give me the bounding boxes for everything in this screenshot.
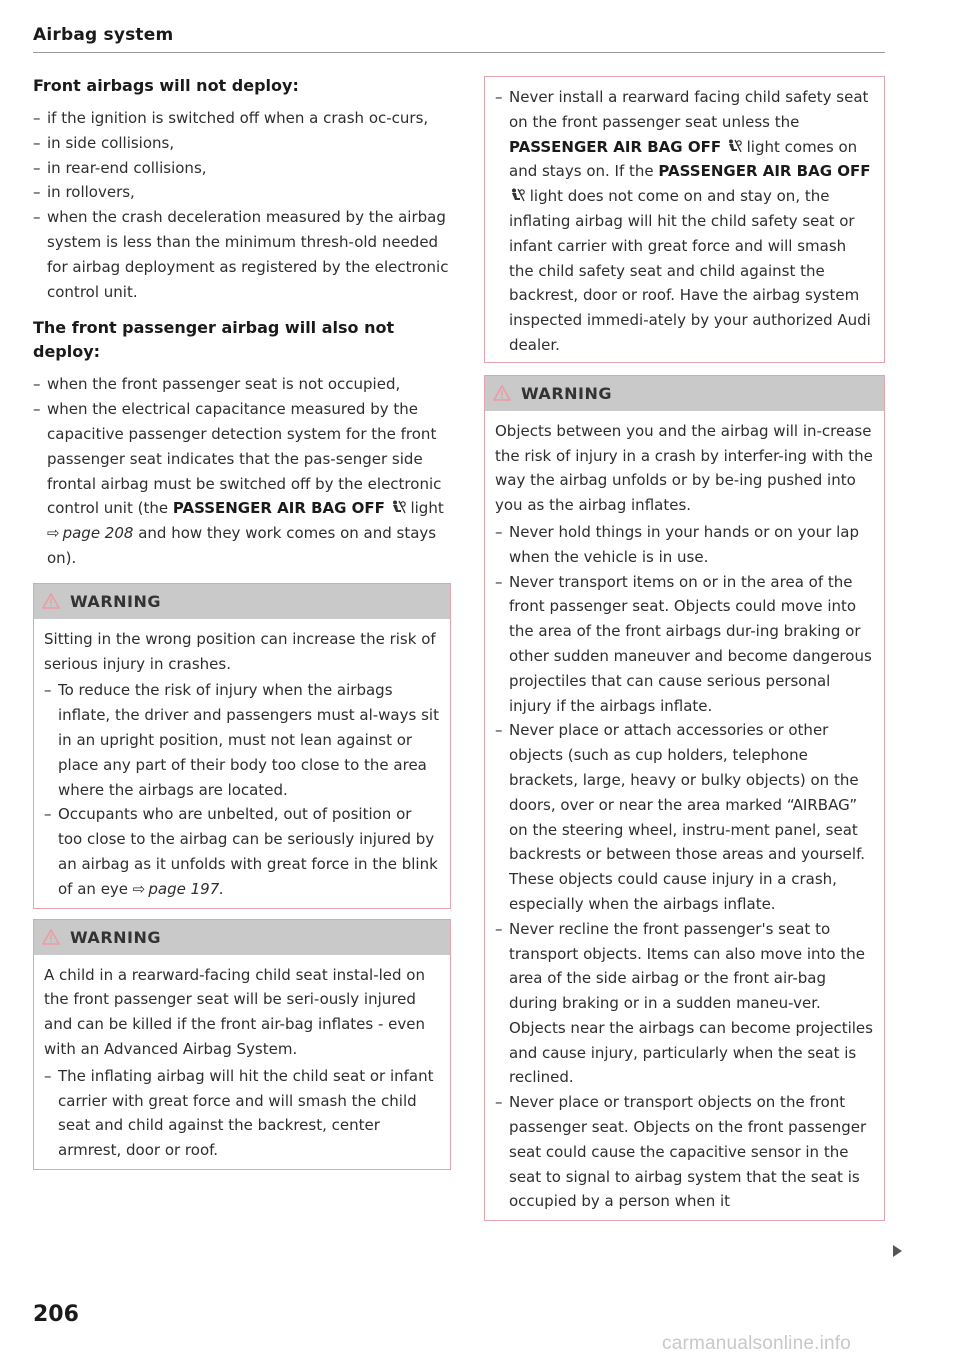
section-title: Airbag system (33, 25, 174, 45)
left-column (33, 74, 451, 1180)
list-item: – Never recline the front passenger's seat to transport objects. Items can also move into the area of the side airbag or the front air-bag during braking or in a sudden maneu-ver. Objects near the airbags can become projectiles and cause injury, particularly when the seat is reclined. (495, 917, 874, 1091)
header-divider (33, 52, 885, 53)
warning-box-child-seat (33, 919, 451, 1170)
list-item: – when the electrical capacitance measured by the capacitive passenger detection system for the front passenger seat indicates that the pas-senger side frontal airbag must be switched off by the electronic control unit (the PASSENGER AIR BAG OFF light ⇨ page 208 and how they work comes on and stays on). (33, 397, 451, 571)
list-item: – Never install a rearward facing child safety seat on the front passenger seat unless the PASSENGER AIR BAG OFF light comes on and stays on. If the PASSENGER AIR BAG OFF light does not come on and stay on, the inflating airbag will hit the child safety seat or infant carrier with great force and will smash the child safety seat and child against the backrest, door or roof. Have the airbag system inspected immedi-ately by your authorized Audi dealer. (495, 85, 874, 358)
list-item: – To reduce the risk of injury when the airbags inflate, the driver and passengers must al-ways sit in an upright position, must not lean against or place any part of their body too close to the area where the airbags are located. (44, 678, 440, 802)
warning-triangle-icon (493, 385, 511, 401)
list-item: – in rollovers, (33, 180, 451, 205)
warning-header (34, 920, 450, 955)
list-item: – Occupants who are unbelted, out of position or too close to the airbag can be seriously injured by an airbag as it unfolds with great force in the blink of an eye ⇨ page 197. (44, 802, 440, 901)
list-item: – The inflating airbag will hit the child seat or infant carrier with great force and will smash the child seat and child against the backrest, center armrest, door or roof. (44, 1064, 440, 1163)
warning-triangle-icon (42, 593, 60, 609)
warning-list (495, 520, 874, 1214)
list-item: – when the crash deceleration measured by the airbag system is less than the minimum thresh-old needed for airbag deployment as registered by the electronic control unit. (33, 205, 451, 304)
warning-intro: A child in a rearward-facing child seat instal-led on the front passenger seat will be seri-ously injured and can be killed if the front air-bag inflates - even with an Advanced Airbag System. (44, 965, 425, 1058)
watermark: carmanualsonline.info (662, 1333, 852, 1354)
list-item: – Never place or transport objects on the front passenger seat. Objects on the front passenger seat could cause the capacitive sensor in the seat to signal to airbag system that the seat is occupied by a person when it (495, 1090, 874, 1214)
warning-list (44, 678, 440, 901)
warning-label: WARNING (70, 591, 161, 611)
warning-label: WARNING (521, 383, 612, 403)
warning-intro: Sitting in the wrong position can increase the risk of serious injury in crashes. (44, 629, 436, 673)
warning-body (485, 411, 884, 1221)
passenger-airbag-off-icon (726, 138, 742, 156)
list-item: – in rear-end collisions, (33, 156, 451, 181)
list-item: – in side collisions, (33, 131, 451, 156)
list-front-airbags (33, 106, 451, 304)
warning-triangle-icon (42, 929, 60, 945)
passenger-airbag-off-icon (509, 187, 525, 205)
list-item: – Never hold things in your hands or on your lap when the vehicle is in use. (495, 520, 874, 570)
list-item: – when the front passenger seat is not occupied, (33, 372, 451, 397)
warning-header (34, 584, 450, 619)
continued-warning-box (484, 76, 885, 363)
page-ref-link[interactable]: ⇨ page 208 (47, 524, 134, 543)
warning-body (34, 955, 450, 1169)
right-column (484, 76, 885, 1231)
list-item: – if the ignition is switched off when a crash oc-curs, (33, 106, 451, 131)
warning-list (44, 1064, 440, 1163)
page-ref-link[interactable]: ⇨ page 197. (132, 879, 225, 898)
warning-label: WARNING (70, 927, 161, 947)
passenger-airbag-off-label: PASSENGER AIR BAG OFF (509, 137, 722, 156)
list-passenger-airbag (33, 372, 451, 570)
passenger-airbag-off-icon (390, 499, 406, 517)
passenger-airbag-off-label: PASSENGER AIR BAG OFF (658, 162, 871, 181)
warning-box-seating (33, 583, 451, 909)
list-item: – Never transport items on or in the area of the front passenger seat. Objects could move into the area of the front airbags dur-ing braking or other sudden maneuver and become dangerous projectiles that can cause serious personal injury if the airbags inflate. (495, 570, 874, 719)
continued-arrow-icon (893, 1245, 902, 1257)
heading-front-airbags: Front airbags will not deploy: (33, 76, 299, 95)
heading-passenger-airbag: The front passenger airbag will also not deploy: (33, 318, 395, 362)
warning-list (495, 85, 874, 358)
passenger-airbag-off-label: PASSENGER AIR BAG OFF (172, 499, 385, 518)
warning-header (485, 376, 884, 411)
warning-intro: Objects between you and the airbag will in-crease the risk of injury in a crash by interfer-ing with the way the airbag unfolds or by be-ing pushed into you as the airbag inflates. (495, 421, 873, 515)
page-number: 206 (33, 1302, 79, 1327)
warning-body (34, 619, 450, 908)
list-item: – Never place or attach accessories or other objects (such as cup holders, telephone brackets, large, heavy or bulky objects) on the doors, over or near the area marked “AIRBAG” on the steering wheel, instru-ment panel, seat backrests or between those areas and yourself. These objects could cause injury in a crash, especially when the airbags inflate. (495, 718, 874, 916)
warning-box-objects (484, 375, 885, 1222)
